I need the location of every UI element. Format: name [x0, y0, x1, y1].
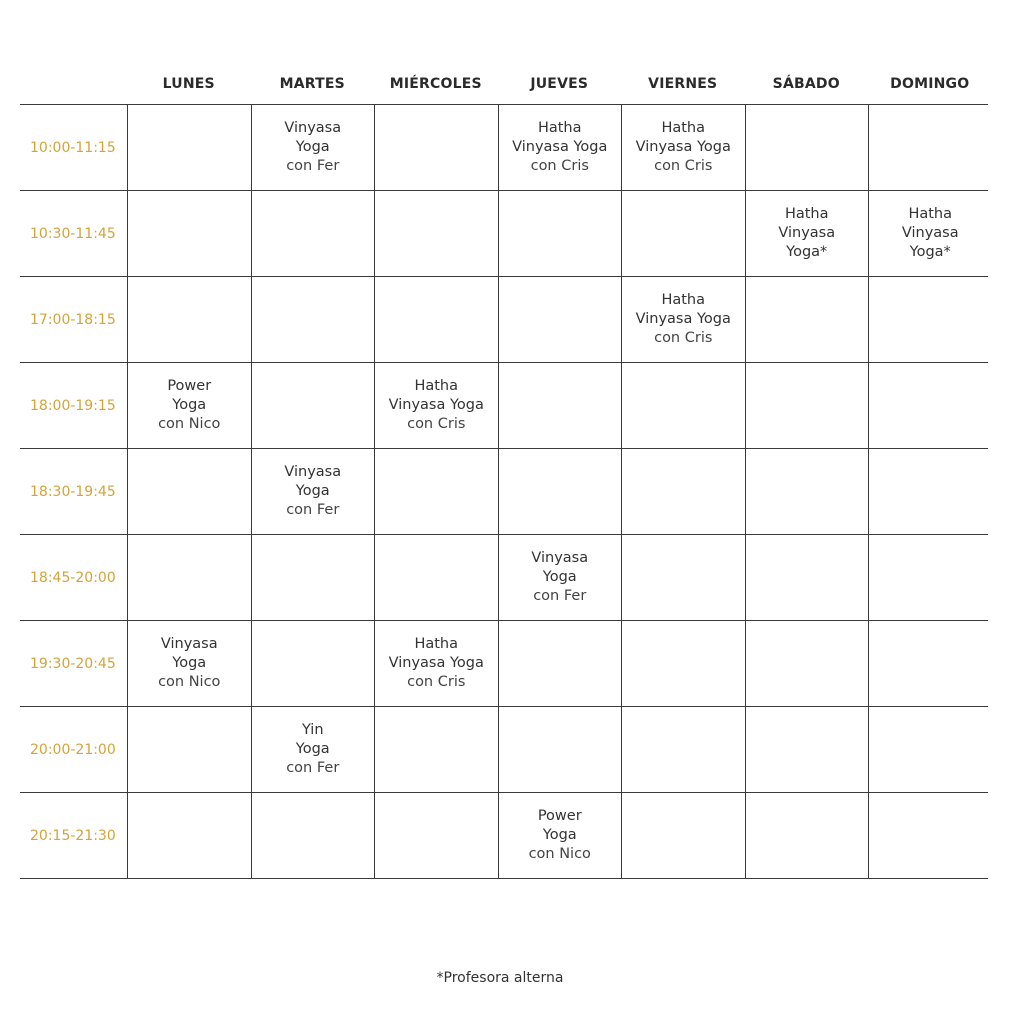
class-name: Vinyasa Yoga — [531, 550, 589, 585]
empty-cell — [868, 277, 992, 362]
empty-cell — [374, 191, 498, 276]
empty-cell — [745, 707, 869, 792]
empty-cell — [251, 621, 375, 706]
empty-cell — [374, 105, 498, 190]
class-cell — [127, 621, 251, 706]
class-teacher: con Nico — [528, 846, 591, 862]
class-cell — [745, 191, 869, 276]
class-name: Hatha Vinyasa Yoga — [388, 636, 484, 671]
day-header-miercoles: MIÉRCOLES — [389, 76, 482, 92]
class-cell — [868, 191, 992, 276]
empty-cell — [621, 535, 745, 620]
time-slot-label: 17:00-18:15 — [30, 311, 116, 328]
empty-cell — [251, 277, 375, 362]
empty-cell — [745, 363, 869, 448]
empty-cell — [498, 449, 622, 534]
class-name: Vinyasa Yoga — [284, 464, 342, 499]
class-cell — [251, 449, 375, 534]
schedule-row — [20, 621, 988, 707]
empty-cell — [621, 707, 745, 792]
class-cell — [498, 535, 622, 620]
empty-cell — [868, 449, 992, 534]
class-name: Hatha Vinyasa Yoga — [388, 378, 484, 413]
day-header-row — [20, 64, 988, 104]
class-teacher: con Cris — [530, 158, 589, 174]
empty-cell — [621, 449, 745, 534]
class-cell — [251, 707, 375, 792]
time-slot-label: 18:00-19:15 — [30, 397, 116, 414]
time-slot-label: 10:00-11:15 — [30, 139, 116, 156]
empty-cell — [745, 621, 869, 706]
class-teacher: con Fer — [533, 588, 587, 604]
empty-cell — [621, 363, 745, 448]
class-teacher: con Cris — [407, 416, 466, 432]
empty-cell — [251, 535, 375, 620]
time-slot-label: 18:30-19:45 — [30, 483, 116, 500]
empty-cell — [127, 449, 251, 534]
time-slot-label: 20:00-21:00 — [30, 741, 116, 758]
class-name: Hatha Vinyasa Yoga — [635, 292, 731, 327]
empty-cell — [498, 191, 622, 276]
schedule-row — [20, 793, 988, 879]
empty-cell — [498, 363, 622, 448]
class-teacher: con Cris — [407, 674, 466, 690]
empty-cell — [127, 105, 251, 190]
class-cell — [127, 363, 251, 448]
empty-cell — [251, 191, 375, 276]
empty-cell — [621, 793, 745, 878]
empty-cell — [127, 277, 251, 362]
empty-cell — [251, 363, 375, 448]
class-cell — [374, 621, 498, 706]
day-header-jueves: JUEVES — [530, 76, 589, 92]
empty-cell — [127, 535, 251, 620]
empty-cell — [868, 707, 992, 792]
schedule-grid — [20, 104, 988, 879]
empty-cell — [374, 707, 498, 792]
footnote: *Profesora alterna — [436, 970, 564, 986]
class-teacher: con Fer — [286, 502, 340, 518]
empty-cell — [374, 277, 498, 362]
empty-cell — [868, 621, 992, 706]
empty-cell — [868, 793, 992, 878]
schedule-row — [20, 449, 988, 535]
empty-cell — [745, 449, 869, 534]
class-name: Hatha Vinyasa Yoga — [512, 120, 608, 155]
day-header-domingo: DOMINGO — [890, 76, 970, 92]
time-slot-label: 10:30-11:45 — [30, 225, 116, 242]
day-header-sabado: SÁBADO — [772, 76, 840, 92]
day-header-viernes: VIERNES — [648, 76, 718, 92]
empty-cell — [745, 277, 869, 362]
empty-cell — [127, 191, 251, 276]
schedule-row — [20, 105, 988, 191]
class-cell — [498, 105, 622, 190]
day-header-martes: MARTES — [279, 76, 345, 92]
empty-cell — [127, 793, 251, 878]
empty-cell — [498, 277, 622, 362]
day-header-lunes: LUNES — [162, 76, 215, 92]
schedule-row — [20, 535, 988, 621]
empty-cell — [868, 535, 992, 620]
time-slot-label: 18:45-20:00 — [30, 569, 116, 586]
time-slot-label: 19:30-20:45 — [30, 655, 116, 672]
schedule-row — [20, 707, 988, 793]
empty-cell — [251, 793, 375, 878]
empty-cell — [498, 707, 622, 792]
empty-cell — [374, 793, 498, 878]
empty-cell — [868, 363, 992, 448]
class-teacher: con Cris — [654, 330, 713, 346]
empty-cell — [498, 621, 622, 706]
schedule-row — [20, 191, 988, 277]
empty-cell — [745, 105, 869, 190]
class-name: Yin Yoga — [295, 722, 330, 757]
empty-cell — [374, 535, 498, 620]
class-teacher: con Fer — [286, 760, 340, 776]
class-teacher: con Cris — [654, 158, 713, 174]
class-cell — [374, 363, 498, 448]
class-cell — [621, 277, 745, 362]
class-teacher: con Fer — [286, 158, 340, 174]
class-name: Vinyasa Yoga — [160, 636, 218, 671]
class-cell — [498, 793, 622, 878]
schedule-table — [20, 64, 988, 879]
class-teacher: con Nico — [158, 674, 221, 690]
class-name: Power Yoga — [537, 808, 582, 843]
empty-cell — [374, 449, 498, 534]
empty-cell — [745, 793, 869, 878]
class-name: Vinyasa Yoga — [284, 120, 342, 155]
schedule-row — [20, 277, 988, 363]
class-cell — [621, 105, 745, 190]
class-name: Hatha Vinyasa Yoga* — [778, 206, 836, 260]
time-slot-label: 20:15-21:30 — [30, 827, 116, 844]
class-cell — [251, 105, 375, 190]
class-teacher: con Nico — [158, 416, 221, 432]
class-name: Hatha Vinyasa Yoga — [635, 120, 731, 155]
schedule-row — [20, 363, 988, 449]
empty-cell — [621, 191, 745, 276]
empty-cell — [621, 621, 745, 706]
class-name: Hatha Vinyasa Yoga* — [901, 206, 959, 260]
empty-cell — [745, 535, 869, 620]
empty-cell — [127, 707, 251, 792]
empty-cell — [868, 105, 992, 190]
class-name: Power Yoga — [167, 378, 212, 413]
